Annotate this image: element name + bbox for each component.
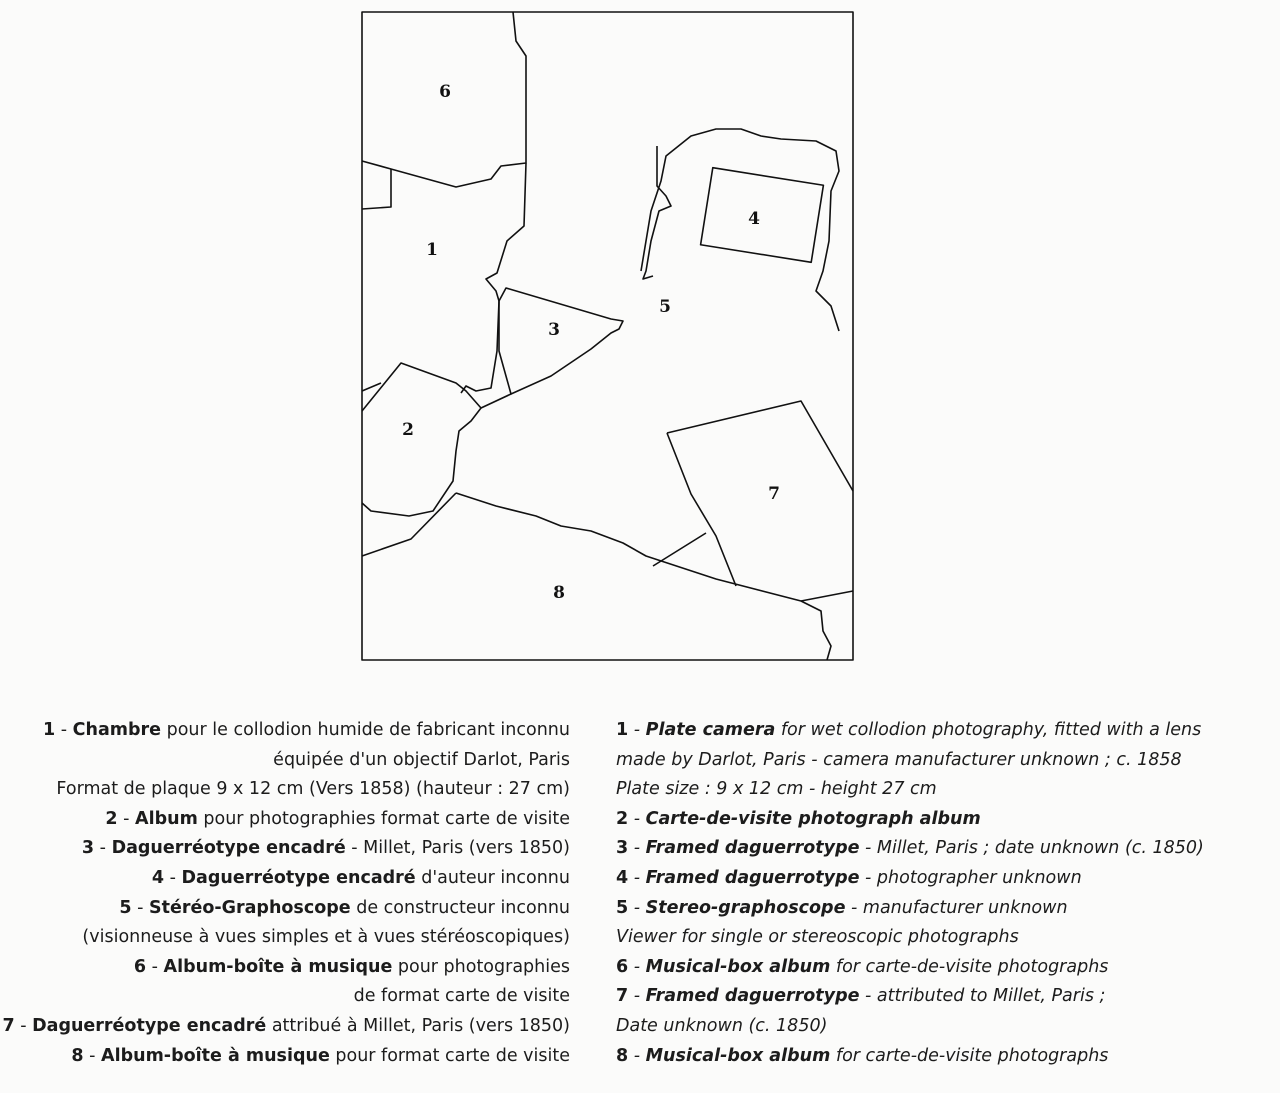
caption-description: attribué à Millet, Paris (vers 1850): [266, 1015, 570, 1036]
caption-number: 2: [616, 808, 629, 829]
region-outline-7: [653, 401, 853, 601]
caption-object-name: Stéréo-Graphoscope: [149, 897, 351, 918]
caption-description: - Millet, Paris ; date unknown (c. 1850): [859, 838, 1204, 859]
region-label-7: 7: [768, 484, 780, 504]
caption-description: - photographer unknown: [859, 867, 1082, 888]
caption-number: 4: [616, 867, 629, 888]
caption-line: [616, 864, 1204, 894]
caption-line: [616, 775, 1204, 805]
caption-number: 2: [105, 808, 118, 829]
caption-continuation: Date unknown (c. 1850): [616, 1015, 828, 1036]
caption-object-name: Album-boîte à musique: [101, 1045, 330, 1066]
caption-object-name: Carte-de-visite photograph album: [645, 808, 981, 829]
region-outline-5-stem: [643, 146, 671, 279]
caption-number: 3: [81, 838, 95, 859]
caption-description: pour photographies: [392, 956, 570, 977]
caption-description: for wet collodion photography, fitted with a lens: [775, 720, 1202, 740]
caption-object-name: Framed daguerrotype: [645, 838, 860, 859]
caption-line: [616, 1012, 1204, 1042]
caption-separator: -: [628, 1045, 646, 1066]
region-label-3: 3: [548, 320, 560, 340]
caption-line: [616, 746, 1204, 776]
region-outline-5: [362, 394, 831, 660]
caption-object-name: Musical-box album: [645, 956, 831, 977]
caption-line: [2, 1012, 570, 1042]
caption-description: - Millet, Paris (vers 1850): [345, 838, 570, 859]
region-label-1: 1: [426, 240, 438, 260]
caption-separator: -: [55, 720, 73, 740]
caption-line: [2, 982, 570, 1012]
caption-line: [616, 982, 1204, 1012]
caption-line: [2, 834, 570, 864]
caption-number: 4: [151, 867, 165, 888]
caption-continuation: équipée d'un objectif Darlot, Paris: [273, 749, 570, 770]
caption-separator: -: [94, 838, 112, 859]
caption-number: 3: [616, 838, 629, 859]
caption-separator: -: [628, 956, 646, 977]
caption-continuation: (visionneuse à vues simples et à vues stéréoscopiques): [82, 927, 570, 948]
caption-separator: -: [628, 986, 646, 1007]
caption-number: 7: [2, 1015, 15, 1036]
caption-line: [616, 894, 1204, 924]
region-label-8: 8: [553, 583, 565, 603]
caption-separator: -: [131, 897, 149, 918]
caption-separator: -: [628, 838, 646, 859]
caption-number: 6: [616, 956, 629, 977]
caption-continuation: de format carte de visite: [353, 986, 570, 1007]
caption-continuation: Format de plaque 9 x 12 cm (Vers 1858) (hauteur : 27 cm): [56, 779, 570, 800]
caption-separator: -: [14, 1015, 33, 1036]
caption-line: [2, 953, 570, 983]
captions-english: [616, 716, 1204, 1071]
caption-separator: -: [628, 808, 646, 829]
region-outline-3: [499, 288, 623, 394]
caption-separator: -: [146, 956, 164, 977]
caption-object-name: Plate camera: [645, 720, 776, 740]
region-label-2: 2: [402, 420, 414, 440]
caption-continuation: Viewer for single or stereoscopic photographs: [616, 927, 1019, 948]
caption-separator: -: [83, 1045, 102, 1066]
caption-line: [2, 775, 570, 805]
caption-object-name: Framed daguerrotype: [645, 867, 860, 888]
caption-line: [2, 864, 570, 894]
caption-number: 5: [616, 897, 629, 918]
caption-description: pour format carte de visite: [329, 1045, 570, 1066]
caption-description: pour le collodion humide de fabricant inconnu: [161, 720, 570, 740]
caption-description: for carte-de-visite photographs: [830, 1045, 1109, 1066]
caption-number: 7: [616, 986, 629, 1007]
caption-object-name: Daguerréotype encadré: [181, 867, 416, 888]
caption-number: 8: [616, 1045, 629, 1066]
caption-object-name: Framed daguerrotype: [645, 986, 860, 1007]
caption-description: de constructeur inconnu: [350, 897, 570, 918]
caption-object-name: Stereo-graphoscope: [645, 897, 846, 918]
caption-number: 8: [71, 1045, 84, 1066]
caption-line: [2, 716, 570, 746]
caption-line: [616, 1042, 1204, 1072]
caption-separator: -: [628, 867, 646, 888]
caption-line: [616, 805, 1204, 835]
caption-description: d'auteur inconnu: [415, 867, 570, 888]
caption-line: [616, 953, 1204, 983]
region-outline-2: [362, 363, 481, 516]
caption-separator: -: [164, 867, 182, 888]
caption-separator: -: [628, 897, 646, 918]
caption-object-name: Album-boîte à musique: [163, 956, 393, 977]
caption-line: [2, 923, 570, 953]
caption-object-name: Daguerréotype encadré: [111, 838, 346, 859]
caption-description: for carte-de-visite photographs: [830, 956, 1109, 977]
captions-french: [2, 716, 570, 1071]
caption-separator: -: [628, 720, 646, 740]
caption-line: [616, 834, 1204, 864]
caption-line: [2, 805, 570, 835]
caption-number: 1: [43, 720, 56, 740]
caption-line: [2, 746, 570, 776]
caption-line: [616, 923, 1204, 953]
caption-description: - attributed to Millet, Paris ;: [859, 986, 1106, 1007]
caption-description: pour photographies format carte de visite: [197, 808, 570, 829]
caption-number: 1: [616, 720, 629, 740]
caption-object-name: Chambre: [72, 720, 162, 740]
caption-continuation: made by Darlot, Paris - camera manufacturer unknown ; c. 1858: [616, 749, 1182, 770]
caption-object-name: Daguerréotype encadré: [32, 1015, 267, 1036]
caption-separator: -: [117, 808, 136, 829]
caption-number: 6: [133, 956, 147, 977]
region-label-6: 6: [439, 82, 451, 102]
caption-object-name: Album: [135, 808, 198, 829]
caption-description: - manufacturer unknown: [845, 897, 1068, 918]
region-label-5: 5: [659, 297, 671, 317]
caption-line: [2, 1042, 570, 1072]
caption-line: [2, 894, 570, 924]
region-outline-4-plate: [701, 168, 824, 263]
caption-object-name: Musical-box album: [645, 1045, 831, 1066]
object-key-diagram: [361, 11, 854, 661]
caption-continuation: Plate size : 9 x 12 cm - height 27 cm: [616, 779, 937, 800]
region-label-4: 4: [748, 209, 760, 229]
caption-number: 5: [119, 897, 132, 918]
caption-line: [616, 716, 1204, 746]
